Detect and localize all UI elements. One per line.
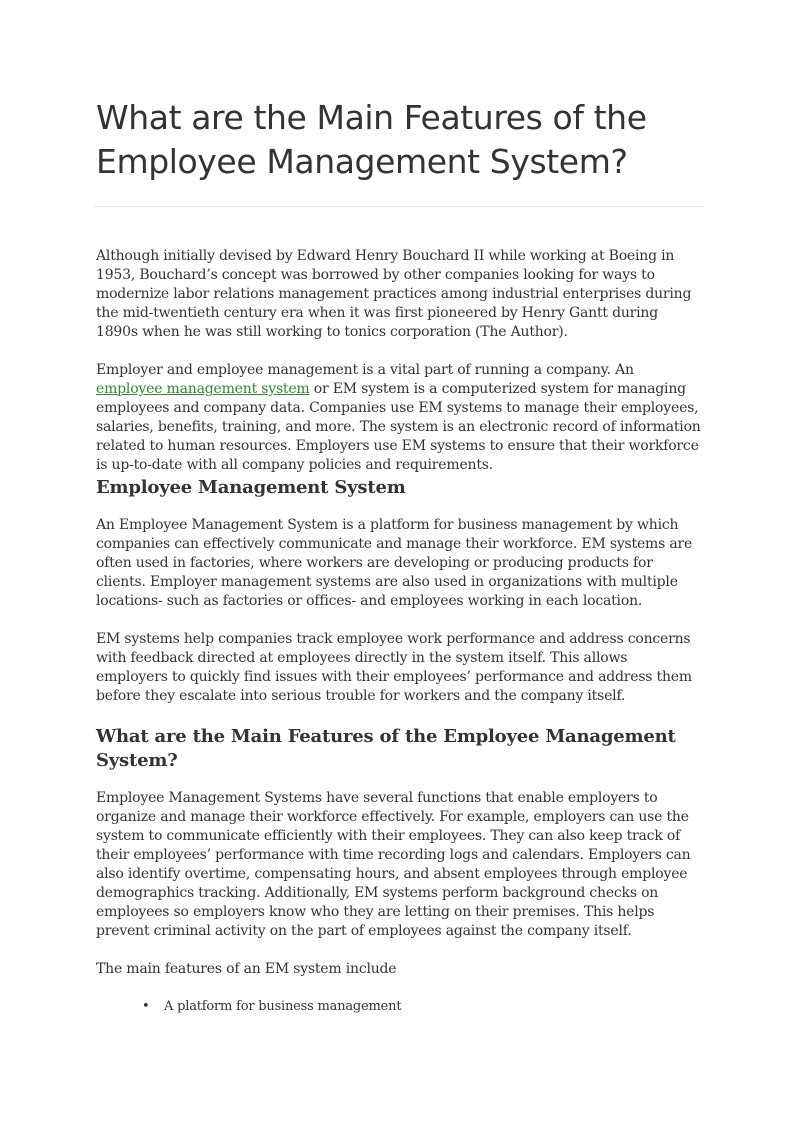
section2-paragraph-2: The main features of an EM system include (96, 961, 397, 977)
section1-paragraph-1: An Employee Management System is a platform for business management by which companies can effectively communicate and manage their workforce. EM systems are often used in factories, where workers are developing or producing products for clients. Employer management systems are also used in organizations with multiple locations- such as factories or offices- and employees working in each location. (96, 517, 693, 609)
intro-paragraph-2-lead: Employer and employee management is a vital part of running a company. An (96, 362, 634, 378)
section-heading-employee-management-system: Employee Management System (96, 477, 406, 498)
section2-paragraph-1: Employee Management Systems have several functions that enable employers to organize and manage their workforce effectively. For example, employers can use the system to communicate efficiently with their employees. They can also keep track of their employees’ performance with time recording logs and calendars. Employers can also identify overtime, compensating hours, and absent employees through employee demographics tracking. Additionally, EM systems perform background checks on employees so employers know who they are letting on their premises. This helps prevent criminal activity on the part of employees against the company itself. (96, 790, 691, 939)
intro-paragraph-2 (96, 361, 702, 475)
intro-paragraph-1: Although initially devised by Edward Henry Bouchard II while working at Boeing in 1953, Bouchard’s concept was borrowed by other companies looking for ways to modernize labor relations management practices among industrial enterprises during the mid-twentieth century era when it was first pioneered by Henry Gantt during 1890s when he was still working to tonics corporation (The Author). (96, 248, 692, 340)
feature-label: A platform for business management (164, 999, 402, 1014)
title-divider (94, 206, 704, 207)
list-item (142, 997, 702, 1016)
intro-paragraph-2-tail: or EM system is a computerized system for managing employees and company data. Companies use EM systems to manage their employees, salaries, benefits, training, and more. The system is an electronic record of information related to human resources. Employers use EM systems to ensure that their workforce is up-to-date with all company policies and requirements. (96, 381, 701, 473)
section1-paragraph-2: EM systems help companies track employee work performance and address concerns with feedback directed at employees directly in the system itself. This allows employers to quickly find issues with their employees’ performance and address them before they escalate into serious trouble for workers and the company itself. (96, 631, 692, 704)
page-title: What are the Main Features of the Employee Management System? (96, 98, 647, 181)
bullet-icon: • (142, 999, 150, 1014)
section-heading-main-features: What are the Main Features of the Employee Management System? (96, 726, 676, 771)
document-page (96, 96, 702, 1016)
features-list (96, 997, 702, 1016)
employee-management-system-link[interactable]: employee management system (96, 381, 310, 397)
